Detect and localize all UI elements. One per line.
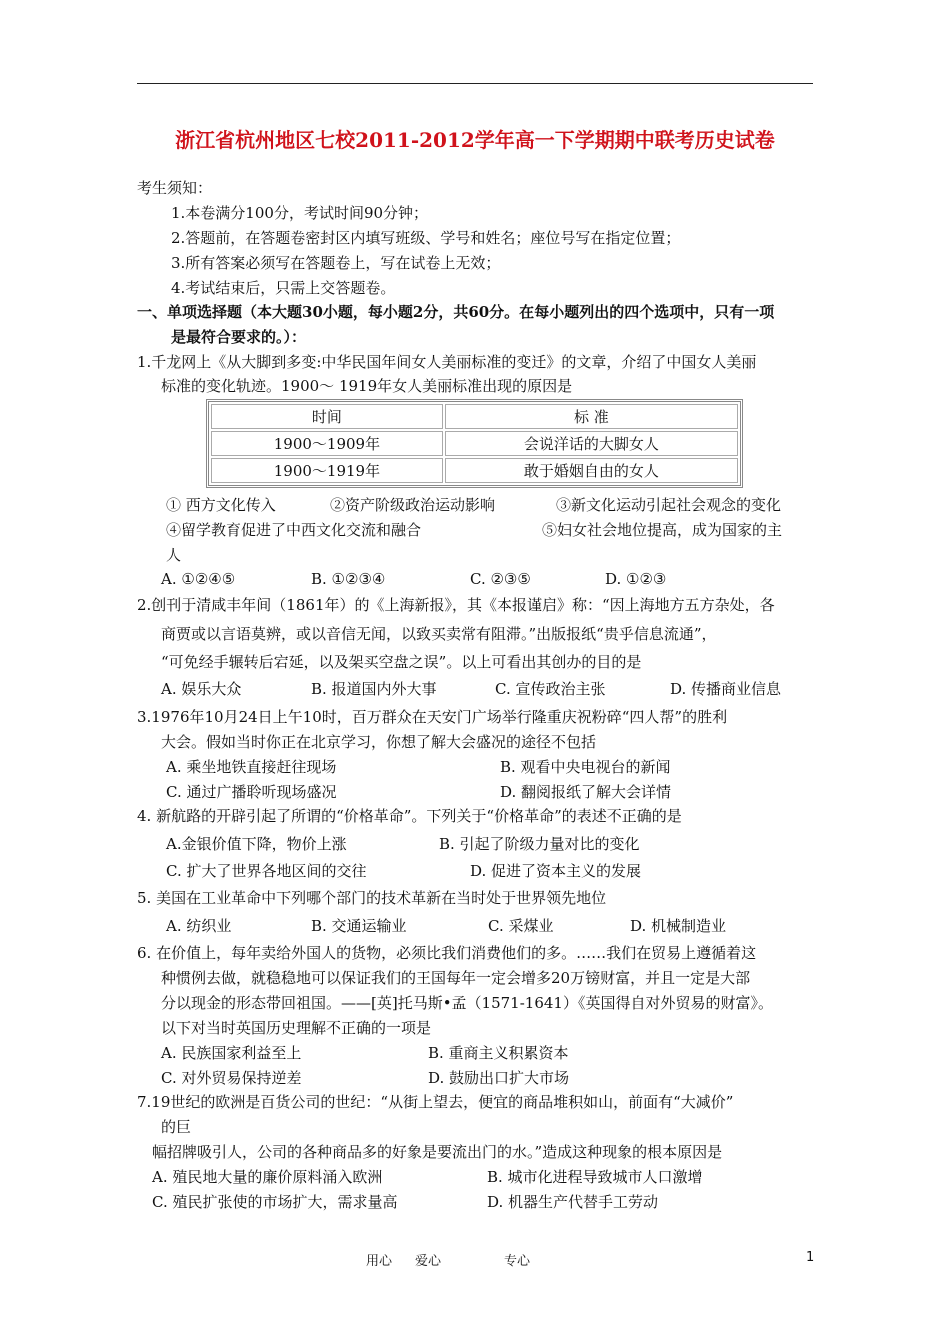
table-row xyxy=(211,458,738,483)
q1-factor: ① 西方文化传入 xyxy=(166,496,276,514)
q2-stem-cont: “可免经手辗转后宕延，以及架买空盘之误”。以上可看出其创办的目的是 xyxy=(161,653,642,671)
q6-option: B. 重商主义积累资本 xyxy=(428,1044,569,1062)
q7-stem: 7.19世纪的欧洲是百货公司的世纪：“从街上望去，便宜的商品堆积如山，前面有“大减价” xyxy=(137,1093,734,1111)
table-cell: 1900～1909年 xyxy=(211,431,443,456)
q6-stem-cont: 以下对当时英国历史理解不正确的一项是 xyxy=(161,1019,432,1037)
q2-option: C. 宣传政治主张 xyxy=(495,680,606,698)
q4-option: B. 引起了阶级力量对比的变化 xyxy=(439,835,640,853)
q1-table xyxy=(206,399,743,488)
section-heading: 一、单项选择题（本大题30小题，每小题2分，共60分。在每小题列出的四个选项中，只有一项 xyxy=(137,303,775,321)
header-rule xyxy=(137,83,813,84)
q2-stem: 2.创刊于清咸丰年间（1861年）的《上海新报》，其《本报谨启》称：“因上海地方五方杂处，各 xyxy=(137,596,775,614)
notice-item: 1.本卷满分100分，考试时间90分钟； xyxy=(171,204,429,222)
q7-option: C. 殖民扩张使的市场扩大，需求量高 xyxy=(152,1193,398,1211)
q1-factor: ⑤妇女社会地位提高，成为国家的主 xyxy=(542,521,783,539)
table-cell: 会说洋话的大脚女人 xyxy=(445,431,738,456)
q6-stem-cont: 分以现金的形态带回祖国。——[英]托马斯•孟（1571-1641）《英国得自对外贸易的财富》。 xyxy=(161,994,773,1012)
q7-stem-cont: 的巨 xyxy=(161,1118,192,1136)
q5-option: B. 交通运输业 xyxy=(311,917,407,935)
q7-stem-cont: 幅招牌吸引人，公司的各种商品多的好象是要流出门的水。”造成这种现象的根本原因是 xyxy=(152,1143,723,1161)
table-header-row xyxy=(211,404,738,429)
q1-stem: 1.千龙网上《从大脚到多变:中华民国年间女人美丽标准的变迁》的文章，介绍了中国女人美丽 xyxy=(137,353,757,371)
q6-option: A. 民族国家利益至上 xyxy=(161,1044,302,1062)
q1-stem-cont: 标准的变化轨迹。1900～ 1919年女人美丽标准出现的原因是 xyxy=(161,377,573,395)
q2-option: D. 传播商业信息 xyxy=(670,680,782,698)
footer-motto: 爱心 xyxy=(415,1254,442,1269)
notice-item: 2.答题前，在答题卷密封区内填写班级、学号和姓名；座位号写在指定位置； xyxy=(171,229,681,247)
q3-option: D. 翻阅报纸了解大会详情 xyxy=(500,783,672,801)
footer-motto: 用心 xyxy=(366,1254,393,1269)
section-heading-cont: 是最符合要求的。）： xyxy=(171,328,307,346)
page-title: 浙江省杭州地区七校2011-2012学年高一下学期期中联考历史试卷 xyxy=(175,128,775,152)
q5-option: A. 纺织业 xyxy=(166,917,232,935)
q4-stem: 4. 新航路的开辟引起了所谓的“价格革命”。下列关于“价格革命”的表述不正确的是 xyxy=(137,807,682,825)
q7-option: D. 机器生产代替手工劳动 xyxy=(487,1193,659,1211)
q1-option: D. ①②③ xyxy=(605,570,667,588)
q3-option: B. 观看中央电视台的新闻 xyxy=(500,758,671,776)
q4-option: A.金银价值下降，物价上涨 xyxy=(166,835,347,853)
table-header-cell: 时间 xyxy=(211,404,443,429)
q6-stem: 6. 在价值上，每年卖给外国人的货物，必须比我们消费他们的多。……我们在贸易上遵循着这 xyxy=(137,944,757,962)
q3-option: C. 通过广播聆听现场盛况 xyxy=(166,783,337,801)
q5-option: D. 机械制造业 xyxy=(630,917,727,935)
q1-factor: ②资产阶级政治运动影响 xyxy=(330,496,496,514)
q7-option: A. 殖民地大量的廉价原料涌入欧洲 xyxy=(152,1168,383,1186)
q1-option: B. ①②③④ xyxy=(311,570,386,588)
q2-option: A. 娱乐大众 xyxy=(161,680,242,698)
q1-option: A. ①②④⑤ xyxy=(161,570,236,588)
q2-stem-cont: 商贾或以言语莫辨，或以音信无闻，以致买卖常有阻滞。”出版报纸“贵乎信息流通”， xyxy=(161,625,717,643)
q2-option: B. 报道国内外大事 xyxy=(311,680,437,698)
page-number: 1 xyxy=(806,1250,815,1265)
q1-factor-cont: 人 xyxy=(166,546,182,564)
table-row xyxy=(211,431,738,456)
notice-item: 4.考试结束后，只需上交答题卷。 xyxy=(171,279,396,297)
q5-option: C. 采煤业 xyxy=(488,917,554,935)
table-cell: 敢于婚姻自由的女人 xyxy=(445,458,738,483)
q7-option: B. 城市化进程导致城市人口激增 xyxy=(487,1168,703,1186)
q6-option: C. 对外贸易保持逆差 xyxy=(161,1069,302,1087)
q4-option: D. 促进了资本主义的发展 xyxy=(470,862,642,880)
q6-option: D. 鼓励出口扩大市场 xyxy=(428,1069,570,1087)
footer-motto: 专心 xyxy=(504,1254,531,1269)
notice-heading: 考生须知： xyxy=(137,179,213,197)
table-cell: 1900～1919年 xyxy=(211,458,443,483)
q3-stem: 3.1976年10月24日上午10时，百万群众在天安门广场举行隆重庆祝粉碎“四人帮”的胜利 xyxy=(137,708,728,726)
notice-item: 3.所有答案必须写在答题卷上，写在试卷上无效； xyxy=(171,254,501,272)
q5-stem: 5. 美国在工业革命中下列哪个部门的技术革新在当时处于世界领先地位 xyxy=(137,889,607,907)
q3-option: A. 乘坐地铁直接赶往现场 xyxy=(166,758,337,776)
table-header-cell: 标 准 xyxy=(445,404,738,429)
q4-option: C. 扩大了世界各地区间的交往 xyxy=(166,862,367,880)
q1-option: C. ②③⑤ xyxy=(470,570,531,588)
q1-factor: ③新文化运动引起社会观念的变化 xyxy=(556,496,782,514)
q3-stem-cont: 大会。假如当时你正在北京学习，你想了解大会盛况的途径不包括 xyxy=(161,733,597,751)
q1-factor: ④留学教育促进了中西文化交流和融合 xyxy=(166,521,422,539)
q6-stem-cont: 种惯例去做，就稳稳地可以保证我们的王国每年一定会增多20万镑财富，并且一定是大部 xyxy=(161,969,751,987)
